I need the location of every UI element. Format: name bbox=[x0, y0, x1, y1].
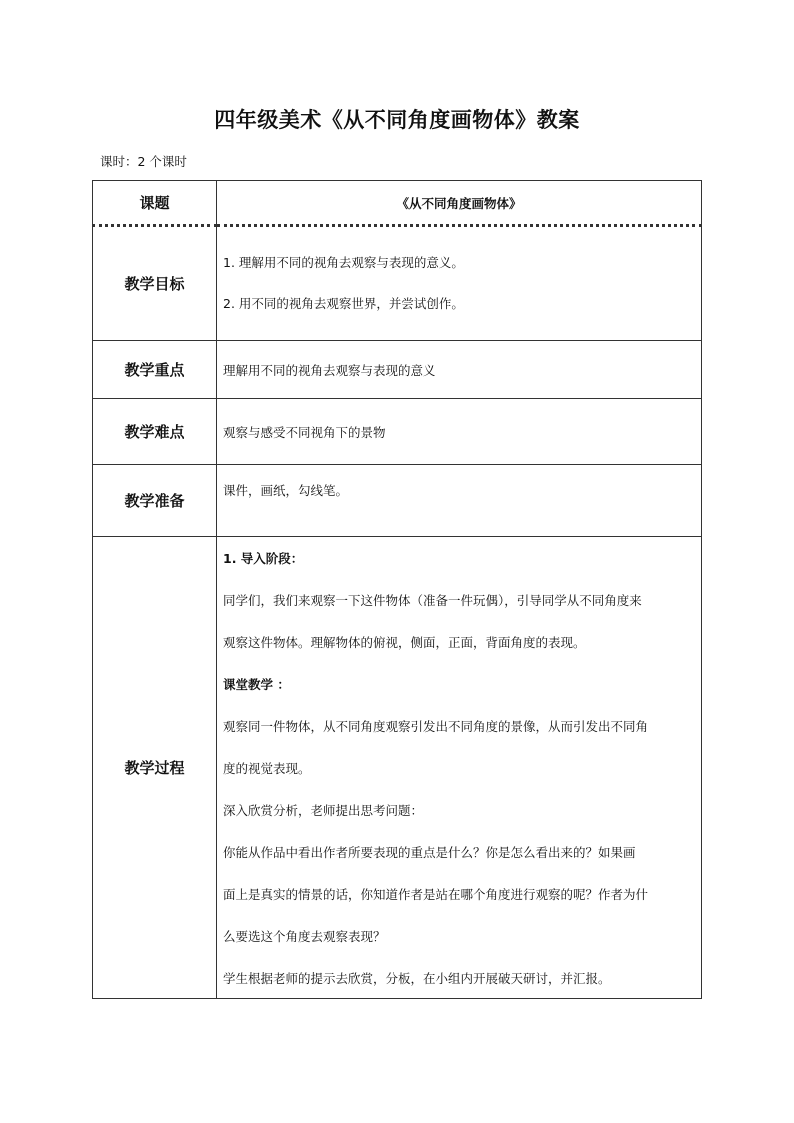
row-difficulty bbox=[93, 399, 702, 465]
class-hours: 课时：2 个课时 bbox=[100, 154, 187, 169]
document-title: 四年级美术《从不同角度画物体》教案 bbox=[214, 108, 580, 132]
process-line: 度的视觉表现。 bbox=[223, 761, 311, 776]
objective-item: 2. 用不同的视角去观察世界，并尝试创作。 bbox=[223, 296, 464, 311]
process-line: 观察这件物体。理解物体的俯视，侧面，正面，背面角度的表现。 bbox=[223, 635, 586, 650]
process-line: 同学们，我们来观察一下这件物体（准备一件玩偶），引导同学从不同角度来 bbox=[223, 593, 642, 608]
objective-item: 1. 理解用不同的视角去观察与表现的意义。 bbox=[223, 255, 464, 270]
row-topic bbox=[93, 181, 702, 226]
preparation-text: 课件，画纸，勾线笔。 bbox=[217, 465, 702, 537]
topic-label: 课题 bbox=[93, 181, 217, 226]
process-line: 深入欣赏分析，老师提出思考问题： bbox=[223, 803, 424, 818]
lesson-plan-table bbox=[92, 180, 702, 999]
key-point-label: 教学重点 bbox=[93, 341, 217, 399]
process-line: 课堂教学 ： bbox=[223, 677, 290, 692]
process-content bbox=[217, 537, 702, 999]
process-label: 教学过程 bbox=[93, 537, 217, 999]
difficulty-label: 教学难点 bbox=[93, 399, 217, 465]
objectives-label: 教学目标 bbox=[93, 226, 217, 341]
process-line: 学生根据老师的提示去欣赏，分板，在小组内开展破天研讨，并汇报。 bbox=[223, 971, 611, 986]
difficulty-text: 观察与感受不同视角下的景物 bbox=[217, 399, 702, 465]
row-objectives bbox=[93, 226, 702, 341]
row-key-point bbox=[93, 341, 702, 399]
process-line: 么要选这个角度去观察表现？ bbox=[223, 929, 386, 944]
row-process bbox=[93, 537, 702, 999]
preparation-label: 教学准备 bbox=[93, 465, 217, 537]
process-line: 观察同一件物体，从不同角度观察引发出不同角度的景像，从而引发出不同角 bbox=[223, 719, 649, 734]
key-point-text: 理解用不同的视角去观察与表现的意义 bbox=[217, 341, 702, 399]
objectives-content bbox=[217, 226, 702, 341]
process-line: 面上是真实的情景的话，你知道作者是站在哪个角度进行观察的呢？作者为什 bbox=[223, 887, 649, 902]
topic-value: 《从不同角度画物体》 bbox=[217, 181, 702, 226]
row-preparation bbox=[93, 465, 702, 537]
process-line: 1. 导入阶段： bbox=[223, 551, 304, 566]
process-line: 你能从作品中看出作者所要表现的重点是什么？你是怎么看出来的？如果画 bbox=[223, 845, 636, 860]
